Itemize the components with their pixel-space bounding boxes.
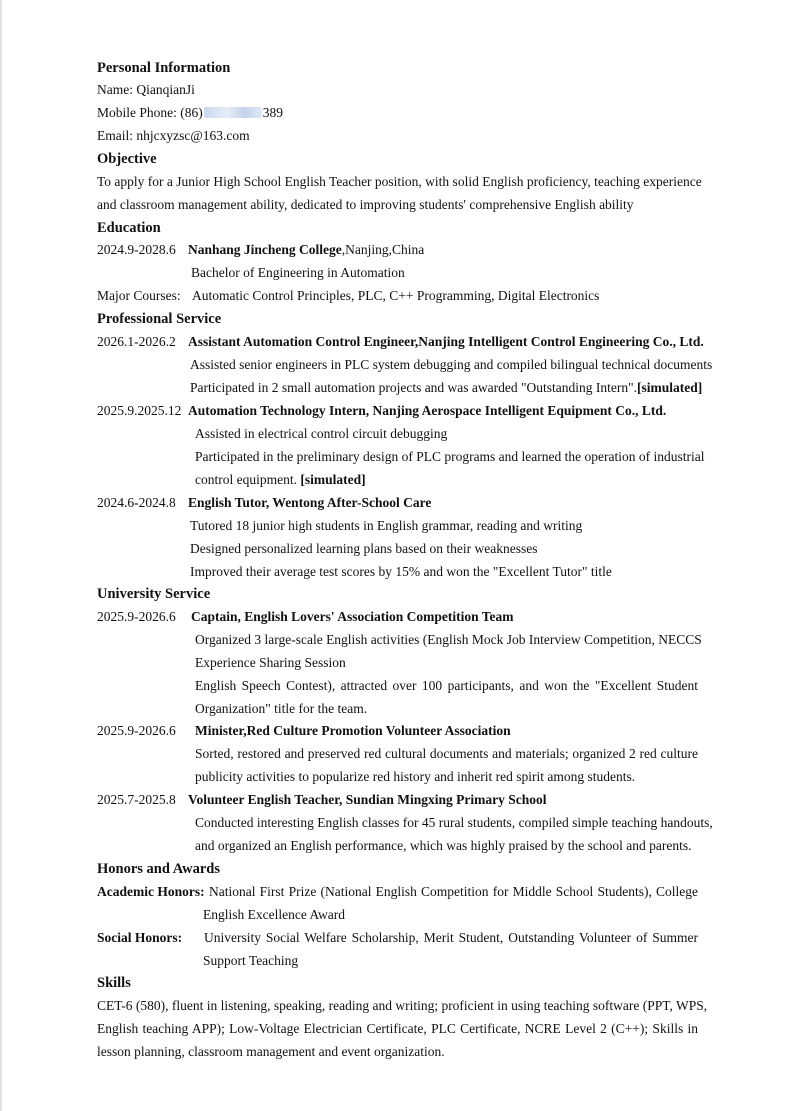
professional-heading: Professional Service	[97, 311, 222, 327]
prof-entry-2-title: Automation Technology Intern, Nanjing Aerospace Intelligent Equipment Co., Ltd.	[188, 403, 667, 418]
school-name: Nanhang Jincheng College	[188, 242, 342, 257]
prof-entry-1-line-2	[190, 379, 702, 397]
social-honors-line-1: University Social Welfare Scholarship, Merit Student, Outstanding Volunteer of Summer	[204, 930, 698, 945]
redacted-phone-digits	[204, 107, 262, 118]
prof-entry-2-line-1: Assisted in electrical control circuit debugging	[195, 426, 448, 441]
prof-entry-2-line-2: Participated in the preliminary design of PLC programs and learned the operation of industrial	[195, 449, 705, 464]
prof-entry-1-line-2-text: Participated in 2 small automation projects and was awarded "Outstanding Intern".	[190, 380, 638, 395]
name-label: Name:	[97, 82, 137, 97]
prof-entry-1-dates: 2026.1-2026.2	[97, 334, 176, 349]
name-line	[97, 81, 195, 99]
uni-entry-3-title: Volunteer English Teacher, Sundian Mingxing Primary School	[188, 792, 547, 807]
objective-line-1: To apply for a Junior High School English Teacher position, with solid English proficiency, teaching experience	[97, 174, 702, 189]
education-dates: 2024.9-2028.6	[97, 242, 176, 257]
phone-suffix: 389	[262, 105, 283, 120]
skills-heading: Skills	[97, 975, 131, 991]
prof-entry-2-line-3	[195, 471, 366, 489]
uni-entry-1-line-2: Experience Sharing Session	[195, 655, 346, 670]
prof-entry-3-line-2: Designed personalized learning plans based on their weaknesses	[190, 541, 538, 556]
name-value: QianqianJi	[136, 82, 195, 97]
uni-entry-1-line-4: Organization" title for the team.	[195, 701, 368, 716]
page-edge	[0, 0, 2, 1111]
prof-entry-2-dates: 2025.9.2025.12	[97, 403, 182, 418]
uni-entry-2-line-2: publicity activities to popularize red history and inherit red spirit among students.	[195, 769, 636, 784]
email-line	[97, 127, 250, 145]
personal-heading: Personal Information	[97, 60, 231, 76]
uni-entry-3-dates: 2025.7-2025.8	[97, 792, 176, 807]
social-honors-line-2: Support Teaching	[203, 953, 299, 968]
university-heading: University Service	[97, 586, 211, 602]
uni-entry-3-line-2: and organized an English performance, which was highly praised by the school and parents.	[195, 838, 692, 853]
uni-entry-1-title: Captain, English Lovers' Association Competition Team	[191, 609, 514, 624]
academic-honors-line-1: National First Prize (National English Competition for Middle School Students), College	[209, 884, 698, 899]
prof-entry-3-line-3: Improved their average test scores by 15% and won the "Excellent Tutor" title	[190, 564, 612, 579]
uni-entry-1-line-1: Organized 3 large-scale English activities (English Mock Job Interview Competition, NECCS	[195, 632, 702, 647]
email-label: Email:	[97, 128, 137, 143]
prof-entry-3-dates: 2024.6-2024.8	[97, 495, 176, 510]
prof-entry-1-line-1: Assisted senior engineers in PLC system debugging and compiled bilingual technical documents	[190, 357, 713, 372]
prof-entry-2-line-3-text: control equipment.	[195, 472, 301, 487]
education-heading: Education	[97, 220, 161, 236]
uni-entry-2-line-1: Sorted, restored and preserved red cultural documents and materials; organized 2 red culture	[195, 746, 698, 761]
uni-entry-1-line-3: English Speech Contest), attracted over 100 participants, and won the "Excellent Student	[195, 678, 698, 693]
skills-line-3: lesson planning, classroom management and event organization.	[97, 1044, 445, 1059]
school-location: ,Nanjing,China	[341, 242, 425, 257]
uni-entry-3-line-1: Conducted interesting English classes for 45 rural students, compiled simple teaching handouts,	[195, 815, 713, 830]
phone-label: Mobile Phone:	[97, 105, 181, 120]
prof-entry-3-line-1: Tutored 18 junior high students in English grammar, reading and writing	[190, 518, 583, 533]
uni-entry-2-title: Minister,Red Culture Promotion Volunteer Association	[195, 723, 511, 738]
prof-entry-1-title: Assistant Automation Control Engineer,Nanjing Intelligent Control Engineering Co., Ltd.	[188, 334, 704, 349]
courses-value: Automatic Control Principles, PLC, C++ Programming, Digital Electronics	[192, 288, 600, 303]
skills-line-1: CET-6 (580), fluent in listening, speaking, reading and writing; proficient in using teaching software (PPT, WPS,	[97, 998, 708, 1013]
objective-line-2: and classroom management ability, dedicated to improving students' comprehensive English ability	[97, 197, 634, 212]
education-degree: Bachelor of Engineering in Automation	[191, 265, 405, 280]
objective-heading: Objective	[97, 151, 157, 167]
uni-entry-1-dates: 2025.9-2026.6	[97, 609, 176, 624]
education-school-line	[188, 241, 424, 259]
skills-line-2: English teaching APP); Low-Voltage Electrician Certificate, PLC Certificate, NCRE Level 2 (C++); Skills in	[97, 1021, 698, 1036]
honors-heading: Honors and Awards	[97, 861, 221, 877]
phone-line	[97, 104, 283, 122]
courses-label: Major Courses:	[97, 288, 181, 303]
social-honors-label: Social Honors:	[97, 930, 183, 945]
email-value: nhjcxyzsc@163.com	[136, 128, 250, 143]
phone-prefix: (86)	[180, 105, 203, 120]
academic-honors-label: Academic Honors:	[97, 884, 205, 899]
simulated-tag: [simulated]	[637, 380, 703, 395]
uni-entry-2-dates: 2025.9-2026.6	[97, 723, 176, 738]
simulated-tag: [simulated]	[300, 472, 366, 487]
prof-entry-3-title: English Tutor, Wentong After-School Care	[188, 495, 432, 510]
academic-honors-line-2: English Excellence Award	[203, 907, 345, 922]
